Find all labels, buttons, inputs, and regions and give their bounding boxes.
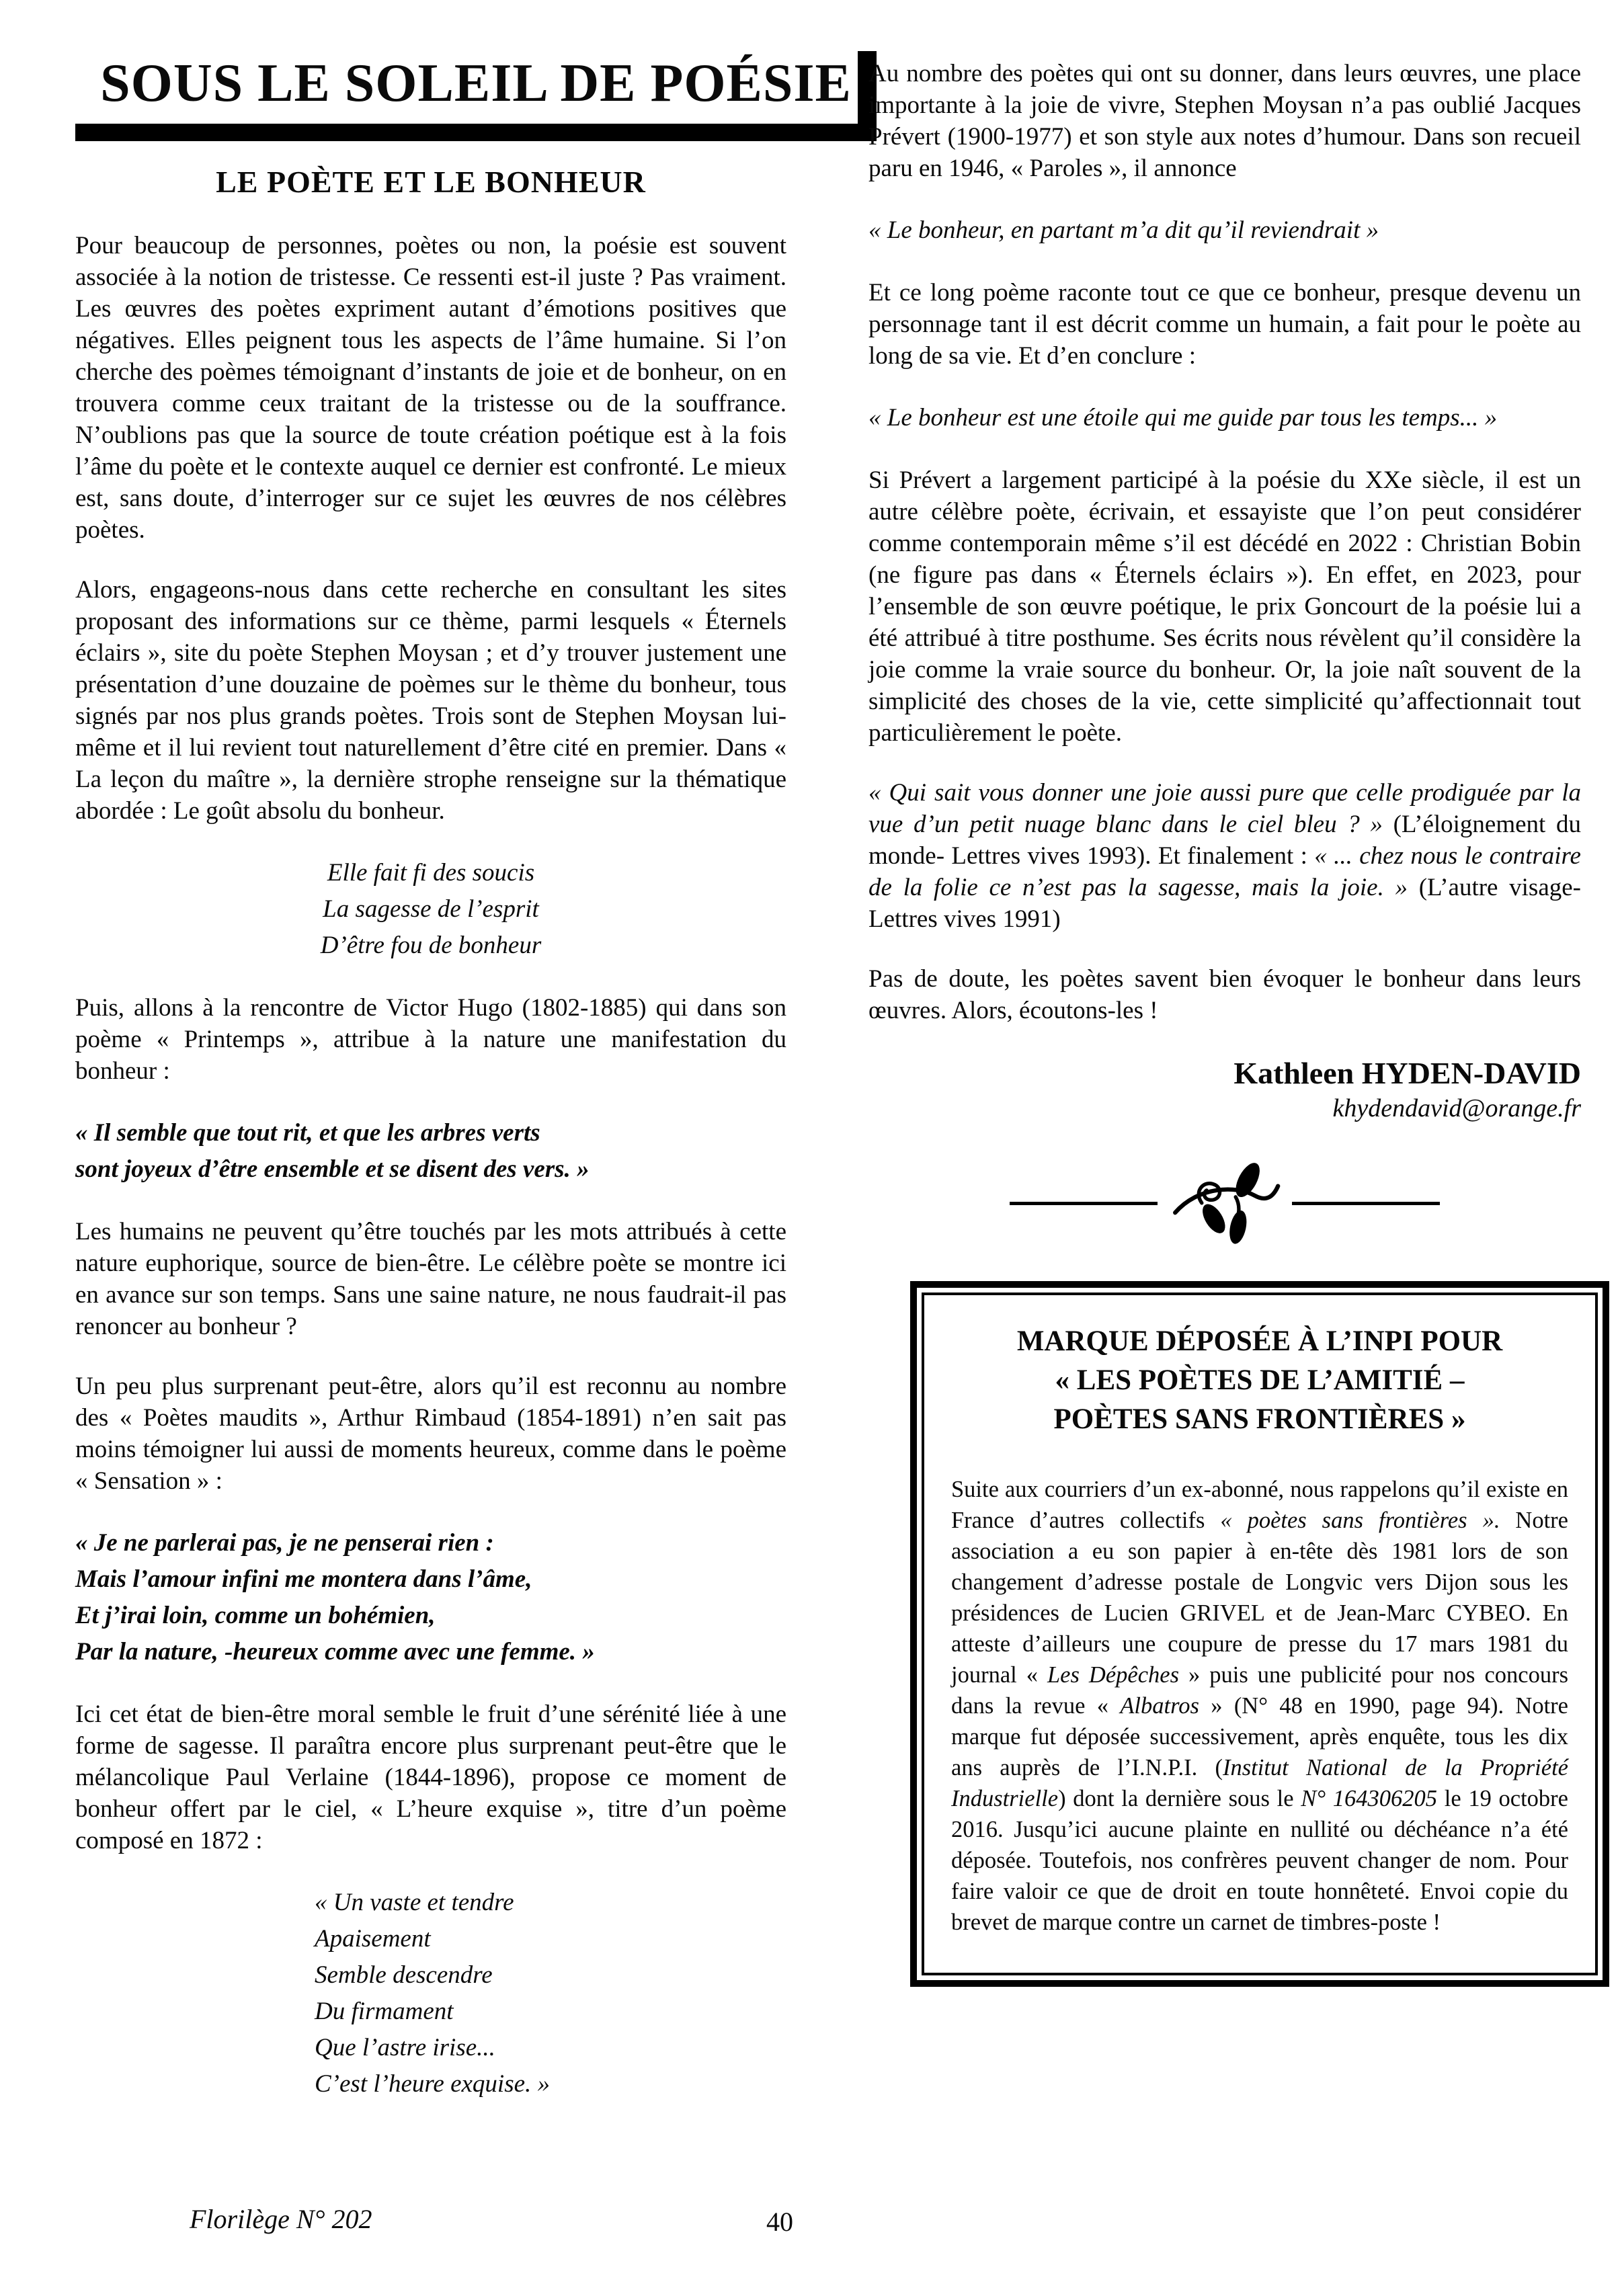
quote-line: « Je ne parlerai pas, je ne penserai rien : bbox=[75, 1529, 494, 1557]
inpi-box-body: Suite aux courriers d’un ex-abonné, nous rappelons qu’il existe en France d’autres collectifs « poètes sans frontières ». Notre association a eu son papier à en-tête dès 1981 lors de son changement d’adresse postale de Longvic vers Dijon sous les présidences de Lucien GRIVEL et de Jean-Marc CYBEO. En atteste d’ailleurs une coupure de presse du 17 mars 1981 du journal « Les Dépêches » puis une publicité pour nos concours dans la revue « Albatros » (N° 48 en 1990, page 94). Notre marque fut déposée successivement, après enquête, tous les dix ans auprès de l’I.N.P.I. (Institut National de la Propriété Industrielle) dont la dernière sous le N° 164306205 le 19 octobre 2016. Jusqu’ici aucune plainte en nullité ou déchéance n’a été déposée. Toutefois, nos confrères peuvent changer de nom. Pour faire valoir ce que de droit en toute honnêteté. Envoi copie du brevet de marque contre un carnet de timbres-poste ! bbox=[951, 1477, 1569, 1935]
poem-line: C’est l’heure exquise. » bbox=[315, 2070, 551, 2098]
quote-hugo bbox=[75, 1115, 786, 1188]
author-signature: Kathleen HYDEN-DAVID bbox=[1233, 1056, 1581, 1090]
right-column bbox=[868, 58, 1581, 1987]
quote-prevert-2: « Le bonheur est une étoile qui me guide par tous les temps... » bbox=[868, 404, 1498, 432]
poem-moysan bbox=[75, 855, 786, 964]
paragraph-bobin: Si Prévert a largement participé à la poésie du XXe siècle, il est un autre célèbre poète, écrivain, et essayiste que l’on peut considérer comme contemporain même s’il est décédé en 2022 : Christian Bobin (ne figure pas dans « Éternels éclairs »). En effet, en 2023, pour l’ensemble de son œuvre poétique, le prix Goncourt de la poésie lui a été attribué à titre posthume. Ses écrits nous révèlent qu’il considère la joie comme la vraie source du bonheur. Or, la joie naît souvent de la simplicité des choses de la vie, cette simplicité qu’affectionnait tout particulièrement le poète. bbox=[868, 466, 1581, 747]
title-underline-bar bbox=[75, 124, 877, 141]
quote-line: « Il semble que tout rit, et que les arbres verts bbox=[75, 1119, 540, 1147]
inpi-box-title-line: POÈTES SANS FRONTIÈRES » bbox=[1053, 1403, 1466, 1435]
quote-line: Mais l’amour infini me montera dans l’âme, bbox=[75, 1565, 532, 1593]
author-email: khydendavid@orange.fr bbox=[1332, 1094, 1581, 1122]
paragraph-verlaine: Ici cet état de bien-être moral semble le fruit d’une sérénité liée à une forme de sagesse. Il paraîtra encore plus surprenant peut-être que le mélancolique Paul Verlaine (1844-1896), propose ce moment de bonheur offert par le ciel, « L’heure exquise », titre d’un poème composé en 1872 : bbox=[75, 1700, 786, 1854]
section-divider bbox=[1010, 1159, 1440, 1247]
page-title: SOUS LE SOLEIL DE POÉSIE bbox=[100, 54, 852, 113]
article-title-block bbox=[75, 50, 877, 141]
floral-sprig-icon bbox=[1164, 1159, 1285, 1247]
divider-line-right bbox=[1292, 1202, 1440, 1205]
inpi-box-title-line: MARQUE DÉPOSÉE À L’INPI POUR bbox=[1016, 1325, 1503, 1357]
quote-line: Par la nature, -heureux comme avec une femme. » bbox=[75, 1638, 595, 1666]
poem-line: « Un vaste et tendre bbox=[315, 1889, 514, 1916]
paragraph-rimbaud: Un peu plus surprenant peut-être, alors qu’il est reconnu au nombre des « Poètes maudits », Arthur Rimbaud (1854-1891) n’en sait pas moins témoigner lui aussi de moments heureux, comme dans le poème « Sensation » : bbox=[75, 1372, 786, 1495]
paragraph-intro: Pour beaucoup de personnes, poètes ou non, la poésie est souvent associée à la notion de tristesse. Ce ressenti est-il juste ? Pas vraiment. Les œuvres des poètes expriment autant d’émotions positives que négatives. Elles peignent tous les aspects de l’âme humaine. Si l’on cherche des poèmes témoignant d’instants de joie et de bonheur, on en trouvera comme ceux traitant de la tristesse ou de la souffrance. N’oublions pas que la source de toute création poétique est à la fois l’âme du poète et le contexte auquel ce dernier est confronté. Le mieux est, sans doute, d’interroger sur ce sujet les œuvres de nos célèbres poètes. bbox=[75, 232, 786, 544]
left-column bbox=[75, 230, 786, 2131]
inpi-box-title-line: « LES POÈTES DE L’AMITIÉ – bbox=[1055, 1364, 1465, 1396]
quote-prevert-1: « Le bonheur, en partant m’a dit qu’il reviendrait » bbox=[868, 216, 1379, 244]
paragraph-humains: Les humains ne peuvent qu’être touchés par les mots attribués à cette nature euphorique, source de bien-être. Le célèbre poète se montre ici en avance sur son temps. Sans une saine nature, ne nous faudrait-il pas renoncer au bonheur ? bbox=[75, 1218, 786, 1340]
quote-bobin: « Qui sait vous donner une joie aussi pure que celle prodiguée par la vue d’un petit nuage blanc dans le ciel bleu ? » (L’éloignement du monde- Lettres vives 1993). Et finalement : « ... chez nous le contraire de la folie ce n’est pas la sagesse, mais la joie. » (L’autre visage-Lettres vives 1991) bbox=[868, 779, 1582, 933]
poem-line: Semble descendre bbox=[315, 1961, 493, 1989]
quote-line: Et j’irai loin, comme un bohémien, bbox=[75, 1602, 436, 1629]
poem-line: Apaisement bbox=[315, 1925, 431, 1953]
divider-line-left bbox=[1010, 1202, 1158, 1205]
poem-verlaine bbox=[315, 1885, 786, 2102]
paragraph-recherche: Alors, engageons-nous dans cette recherche en consultant les sites proposant des informations sur ce thème, parmi lesquels « Éternels éclairs », site du poète Stephen Moysan ; et d’y trouver justement une présentation d’une douzaine de poèmes sur le thème du bonheur, tous signés par nos plus grands poètes. Trois sont de Stephen Moysan lui-même et il lui revient tout naturellement d’être cité en premier. Dans « La leçon du maître », la dernière strophe renseigne sur la thématique abordée : Le goût absolu du bonheur. bbox=[75, 576, 786, 825]
inpi-notice-box bbox=[910, 1281, 1609, 1987]
quote-line: sont joyeux d’être ensemble et se disent des vers. » bbox=[75, 1155, 590, 1183]
poem-line: D’être fou de bonheur bbox=[320, 932, 542, 959]
inpi-notice-inner bbox=[922, 1293, 1598, 1975]
paragraph-conclusion: Pas de doute, les poètes savent bien évoquer le bonheur dans leurs œuvres. Alors, écoutons-les ! bbox=[868, 965, 1581, 1024]
paragraph-prevert-intro: Au nombre des poètes qui ont su donner, dans leurs œuvres, une place importante à la joie de vivre, Stephen Moysan n’a pas oublié Jacques Prévert (1900-1977) et son style aux notes d’humour. Dans son recueil paru en 1946, « Paroles », il annonce bbox=[868, 60, 1581, 182]
inpi-box-title bbox=[951, 1322, 1568, 1439]
paragraph-prevert-poeme: Et ce long poème raconte tout ce que ce bonheur, presque devenu un personnage tant il est décrit comme un humain, a fait pour le poète au long de sa vie. Et d’en conclure : bbox=[868, 279, 1581, 370]
title-underline-bars bbox=[75, 124, 877, 141]
poem-line: Du firmament bbox=[315, 1998, 454, 2025]
poem-line: Elle fait fi des soucis bbox=[327, 859, 535, 887]
poem-line: La sagesse de l’esprit bbox=[323, 895, 539, 923]
quote-rimbaud bbox=[75, 1525, 786, 1670]
footer-page-number: 40 bbox=[766, 2207, 793, 2237]
poem-line: Que l’astre irise... bbox=[315, 2034, 495, 2061]
article-subtitle: LE POÈTE ET LE BONHEUR bbox=[216, 165, 646, 199]
paragraph-hugo: Puis, allons à la rencontre de Victor Hugo (1802-1885) qui dans son poème « Printemps », attribue à la nature une manifestation du bonheur : bbox=[75, 994, 786, 1085]
footer-journal-name: Florilège N° 202 bbox=[190, 2204, 372, 2234]
